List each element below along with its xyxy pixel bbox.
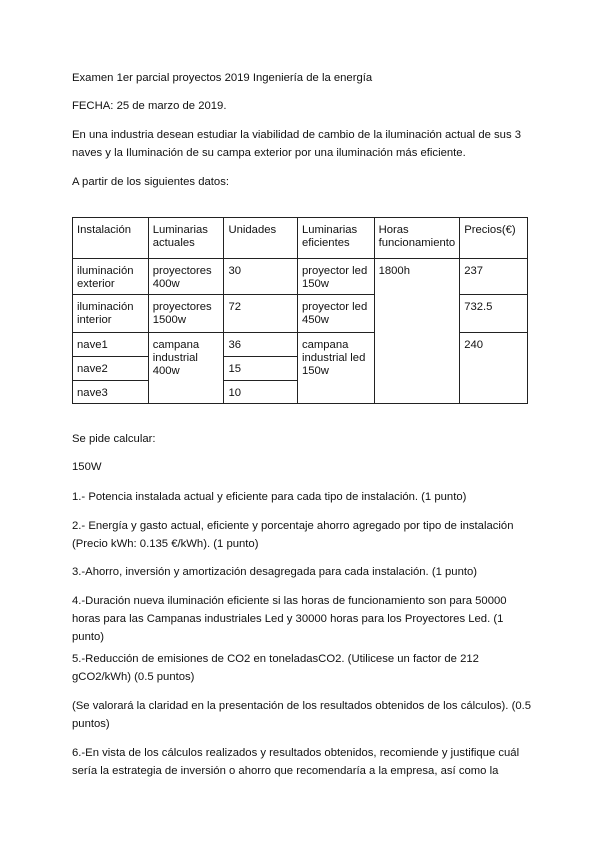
cell: 10 xyxy=(224,381,297,404)
question-4: 4.-Duración nueva iluminación eficiente si las horas de funcionamiento son para 50000 horas para las Campanas industriales Led y 30000 horas para los Proyectores Led. (1 punto) xyxy=(72,595,507,643)
cell: nave2 xyxy=(73,357,149,381)
cell: 1800h xyxy=(374,259,460,404)
cell: nave1 xyxy=(73,333,149,357)
note: 150W xyxy=(72,461,102,473)
doc-date: FECHA: 25 de marzo de 2019. xyxy=(72,100,227,112)
header-cell: Horas funcionamiento xyxy=(374,218,460,259)
cell: 30 xyxy=(224,259,297,295)
cell: iluminación interior xyxy=(73,295,149,333)
data-table xyxy=(72,217,528,404)
header-cell: Unidades xyxy=(224,218,297,259)
question-6: 6.-En vista de los cálculos realizados y resultados obtenidos, recomiende y justifique cuál sería la estrategia de inversión o ahorro que recomendaría a la empresa, así como la xyxy=(72,747,520,777)
cell: proyector led 150w xyxy=(297,259,374,295)
data-intro: A partir de los siguientes datos: xyxy=(72,176,229,188)
header-cell: Instalación xyxy=(73,218,149,259)
cell: 240 xyxy=(460,333,528,404)
cell: 237 xyxy=(460,259,528,295)
cell: proyectores 1500w xyxy=(148,295,224,333)
cell: nave3 xyxy=(73,381,149,404)
cell: 15 xyxy=(224,357,297,381)
cell: 36 xyxy=(224,333,297,357)
question-1: 1.- Potencia instalada actual y eficiente para cada tipo de instalación. (1 punto) xyxy=(72,491,467,503)
intro-paragraph: En una industria desean estudiar la viabilidad de cambio de la iluminación actual de sus 3 naves y la Iluminación de su campa exterior por una iluminación más eficiente. xyxy=(72,129,522,159)
header-cell: Luminarias actuales xyxy=(148,218,224,259)
question-5: 5.-Reducción de emisiones de CO2 en toneladasCO2. (Utilicese un factor de 212 gCO2/kWh) (0.5 puntos) xyxy=(72,653,479,683)
doc-title: Examen 1er parcial proyectos 2019 Ingeniería de la energía xyxy=(72,72,373,84)
cell: proyector led 450w xyxy=(297,295,374,333)
header-cell: Precios(€) xyxy=(460,218,528,259)
ask-heading: Se pide calcular: xyxy=(72,433,156,445)
cell: campana industrial 400w xyxy=(148,333,224,404)
presentation-note: (Se valorará la claridad en la presentación de los resultados obtenidos de los cálculos). (0.5 puntos) xyxy=(72,700,532,730)
cell: iluminación exterior xyxy=(73,259,149,295)
cell: 72 xyxy=(224,295,297,333)
cell: proyectores 400w xyxy=(148,259,224,295)
header-cell: Luminarias eficientes xyxy=(297,218,374,259)
question-2: 2.- Energía y gasto actual, eficiente y porcentaje ahorro agregado por tipo de instalación (Precio kWh: 0.135 €/kWh). (1 punto) xyxy=(72,520,514,550)
cell: 732.5 xyxy=(460,295,528,333)
cell: campana industrial led 150w xyxy=(297,333,374,404)
question-3: 3.-Ahorro, inversión y amortización desagregada para cada instalación. (1 punto) xyxy=(72,566,478,578)
